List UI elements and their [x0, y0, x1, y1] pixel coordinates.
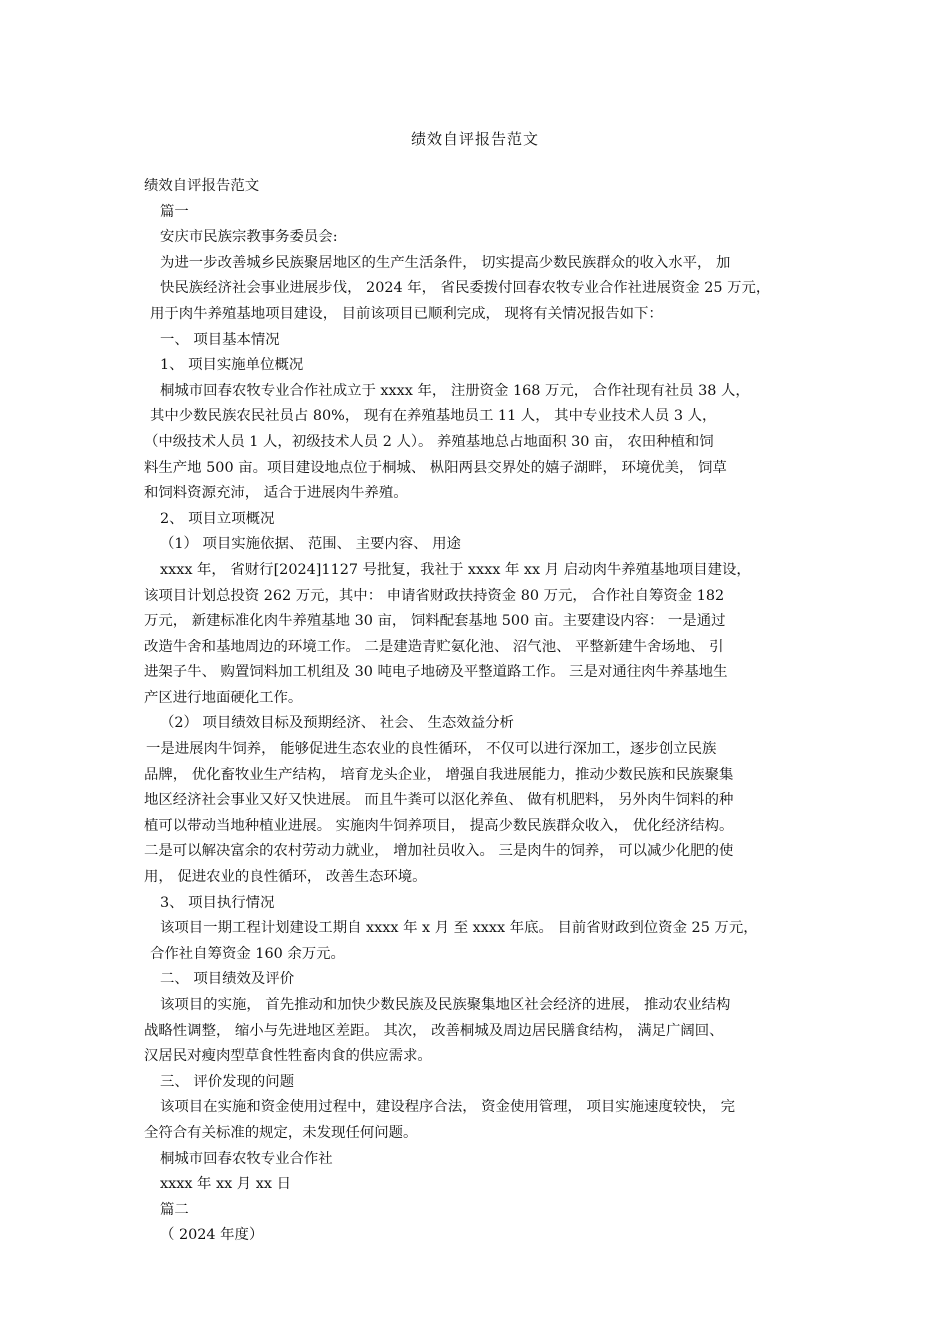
body-line: 该项目计划总投资 262 万元，其中： 申请省财政扶持资金 80 万元， 合作社自筹资金 182	[144, 587, 725, 604]
signature-organization: 桐城市回春农牧专业合作社	[160, 1150, 333, 1167]
body-line: 绩效自评报告范文	[144, 178, 260, 194]
section-heading: 一、 项目基本情况	[160, 331, 280, 348]
body-line: 产区进行地面硬化工作。	[144, 689, 303, 706]
body-line: 地区经济社会事业又好又快进展。 而且牛粪可以沤化养鱼、 做有机肥料， 另外肉牛饲料的种	[144, 792, 734, 809]
body-line: 合作社自筹资金 160 余万元。	[150, 945, 345, 962]
signature-date: xxxx 年 xx 月 xx 日	[160, 1176, 291, 1193]
body-line: 全符合有关标准的规定，未发现任何问题。	[144, 1124, 418, 1141]
body-line: xxxx 年， 省财行[2024]1127 号批复，我社于 xxxx 年 xx 月 启动肉牛养殖基地项目建设，	[160, 561, 751, 578]
body-line: 该项目的实施， 首先推动和加快少数民族及民族聚集地区社会经济的进展， 推动农业结构	[160, 997, 731, 1013]
body-line: 品牌， 优化畜牧业生产结构， 培育龙头企业， 增强自我进展能力，推动少数民族和民族聚集	[144, 766, 734, 783]
body-line: 桐城市回春农牧专业合作社成立于 xxxx 年， 注册资金 168 万元， 合作社现有社员 38 人，	[160, 382, 750, 399]
body-line: 一是进展肉牛饲养， 能够促进生态农业的良性循环， 不仅可以进行深加工，逐步创立民族	[146, 741, 717, 758]
body-line: 改造牛舍和基地周边的环境工作。 二是建造青贮氨化池、 沼气池、 平整新建牛舍场地、 引	[144, 638, 724, 655]
body-line: 该项目一期工程计划建设工期自 xxxx 年 x 月 至 xxxx 年底。 目前省财政到位资金 25 万元，	[160, 920, 758, 937]
body-line: 二是可以解决富余的农村劳动力就业， 增加社员收入。 三是肉牛的饲养， 可以减少化肥的使	[144, 843, 734, 860]
body-line: 料生产地 500 亩。项目建设地点位于桐城、 枞阳两县交界处的嬉子湖畔， 环境优美， 饲草	[144, 459, 727, 476]
body-line: 植可以带动当地种植业进展。 实施肉牛饲养项目， 提高少数民族群众收入， 优化经济结构。	[144, 817, 734, 834]
subsection-heading: 1、 项目实施单位概况	[160, 357, 304, 374]
document-body	[144, 174, 816, 1249]
body-line: 战略性调整， 缩小与先进地区差距。 其次， 改善桐城及周边居民膳食结构， 满足广阔回、	[144, 1022, 724, 1039]
body-line: 和饲料资源充沛， 适合于进展肉牛养殖。	[144, 485, 408, 502]
subsection-heading: （2） 项目绩效目标及预期经济、 社会、 生态效益分析	[160, 715, 514, 732]
body-line: 进架子牛、 购置饲料加工机组及 30 吨电子地磅及平整道路工作。 三是对通往肉牛养基地生	[144, 664, 728, 681]
body-line: 汉居民对瘦肉型草食性牲畜肉食的供应需求。	[144, 1048, 432, 1065]
body-line: 为进一步改善城乡民族聚居地区的生产生活条件， 切实提高少数民族群众的收入水平， 加	[160, 254, 731, 271]
body-line: 该项目在实施和资金使用过程中，建设程序合法， 资金使用管理， 项目实施速度较快， 完	[160, 1099, 735, 1116]
body-line: 其中少数民族农民社员占 80%， 现有在养殖基地员工 11 人， 其中专业技术人员 3 人，	[150, 408, 717, 425]
body-line: （ 2024 年度）	[160, 1227, 264, 1244]
body-line: 快民族经济社会事业进展步伐， 2024 年， 省民委拨付回春农牧专业合作社进展资金 25 万元，	[160, 280, 771, 297]
body-line: （中级技术人员 1 人，初级技术人员 2 人）。 养殖基地总占地面积 30 亩， 农田种植和饲	[144, 433, 714, 450]
subsection-heading: 3、 项目执行情况	[160, 894, 275, 911]
body-line: 用， 促进农业的良性循环， 改善生态环境。	[144, 869, 427, 886]
section-heading: 篇二	[160, 1201, 189, 1218]
body-line: 篇一	[160, 203, 189, 220]
section-heading: 二、 项目绩效及评价	[160, 971, 295, 988]
body-line: 安庆市民族宗教事务委员会:	[160, 229, 338, 246]
body-line: 万元， 新建标准化肉牛养殖基地 30 亩， 饲料配套基地 500 亩。主要建设内容： 一是通过	[144, 613, 726, 630]
subsection-heading: （1） 项目实施依据、 范围、 主要内容、 用途	[160, 536, 461, 553]
subsection-heading: 2、 项目立项概况	[160, 510, 275, 527]
section-heading: 三、 评价发现的问题	[160, 1073, 295, 1090]
document-title: 绩效自评报告范文	[410, 130, 539, 148]
body-line: 用于肉牛养殖基地项目建设， 目前该项目已顺利完成， 现将有关情况报告如下：	[150, 305, 663, 322]
